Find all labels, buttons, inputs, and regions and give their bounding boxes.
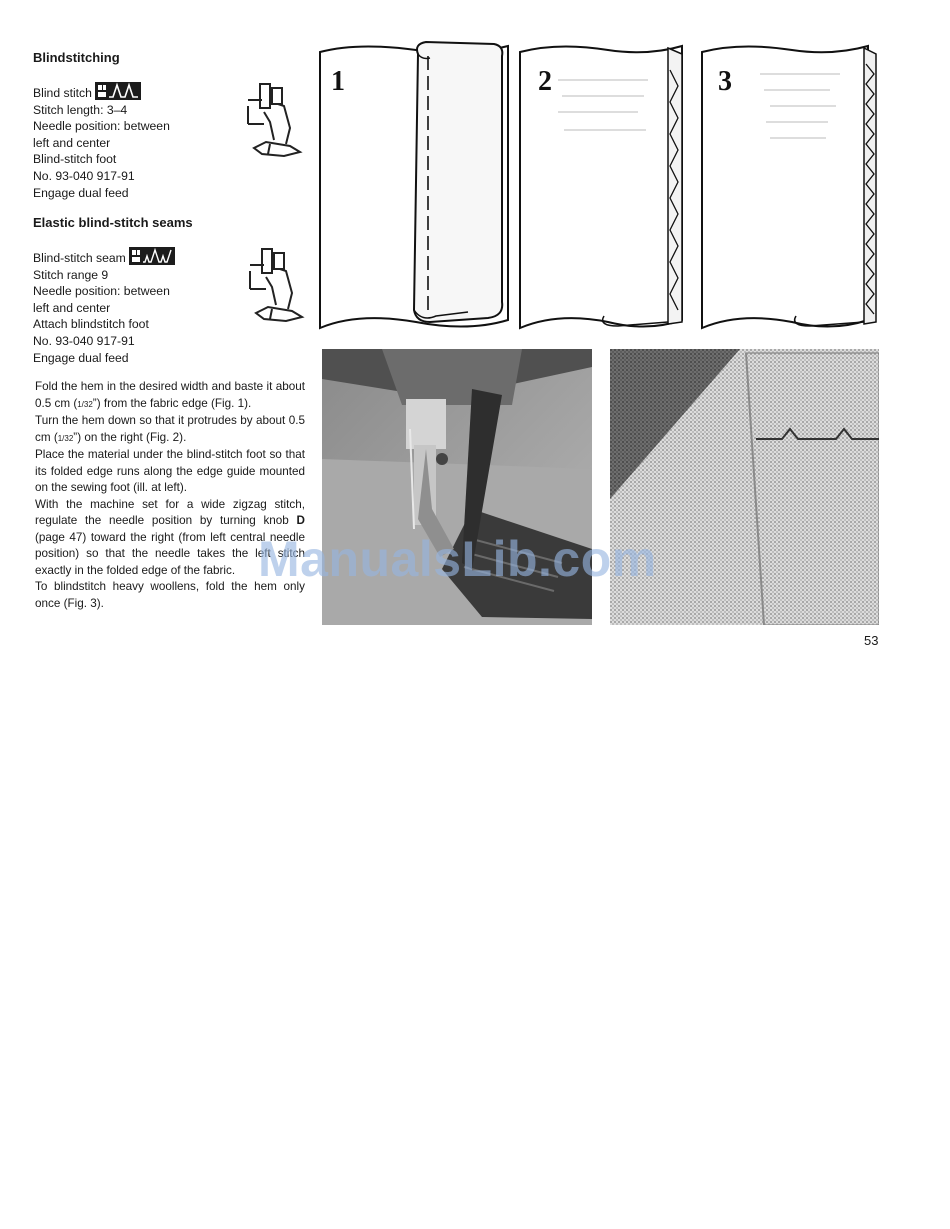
spec-line: Blind-stitch foot (33, 152, 117, 167)
blindstitch-foot-illustration-icon (246, 247, 308, 327)
spec-line: Needle position: between (33, 284, 170, 299)
stitch-label: Blind-stitch seam (33, 251, 126, 265)
spec-line: No. 93-040 917-91 (33, 333, 135, 348)
page-number: 53 (864, 633, 879, 648)
figure-number-2: 2 (538, 66, 552, 97)
blind-stitch-seam-symbol-icon (129, 247, 175, 265)
instruction-paragraph: Place the material under the blind-stitch foot so that its folded edge runs along the edge guide mounted on the sewing foot (ill. at left). (35, 448, 305, 494)
spec-line: Needle position: between (33, 119, 170, 134)
instruction-paragraph: To blindstitch heavy woollens, fold the hem only once (Fig. 3). (35, 580, 305, 610)
manualslib-watermark: ManualsLib.com (258, 531, 657, 587)
instruction-paragraph: Fold the hem in the desired width and baste it about 0.5 cm (1/32”) from the fabric edge (Fig. 1). (35, 380, 305, 410)
instruction-paragraph: Turn the hem down so that it protrudes by about 0.5 cm (1/32”) on the right (Fig. 2). (35, 414, 305, 444)
spec-line: Stitch range 9 (33, 267, 109, 282)
stitch-line (33, 247, 175, 267)
figure-1-basted-hem-illustration (318, 40, 514, 330)
figure-number-3: 3 (718, 66, 732, 97)
figure-number-1: 1 (331, 66, 345, 97)
instruction-paragraph: With the machine set for a wide zigzag stitch, regulate the needle position by turning knob D (page 47) toward the right (from left central needle position) so that the needle takes the left stitch exactly in the folded edge of the fabric. (35, 497, 305, 577)
stitch-label: Blind stitch (33, 86, 92, 100)
section-title-blindstitching: Blindstitching (33, 50, 120, 65)
blind-stitch-symbol-icon (95, 82, 141, 100)
knob-label: D (296, 514, 305, 527)
spec-line: Stitch length: 3–4 (33, 102, 128, 117)
spec-line: Engage dual feed (33, 350, 129, 365)
spec-line: Attach blindstitch foot (33, 317, 149, 332)
blindstitch-foot-illustration-icon (244, 82, 306, 162)
spec-line: left and center (33, 300, 111, 315)
spec-line: No. 93-040 917-91 (33, 168, 135, 183)
blindstitch-specs (33, 82, 170, 201)
section-title-elastic-blind-stitch: Elastic blind-stitch seams (33, 215, 193, 230)
spec-line: Engage dual feed (33, 185, 129, 200)
stitch-line (33, 82, 170, 102)
elastic-blindstitch-specs (33, 247, 175, 366)
spec-line: left and center (33, 135, 111, 150)
